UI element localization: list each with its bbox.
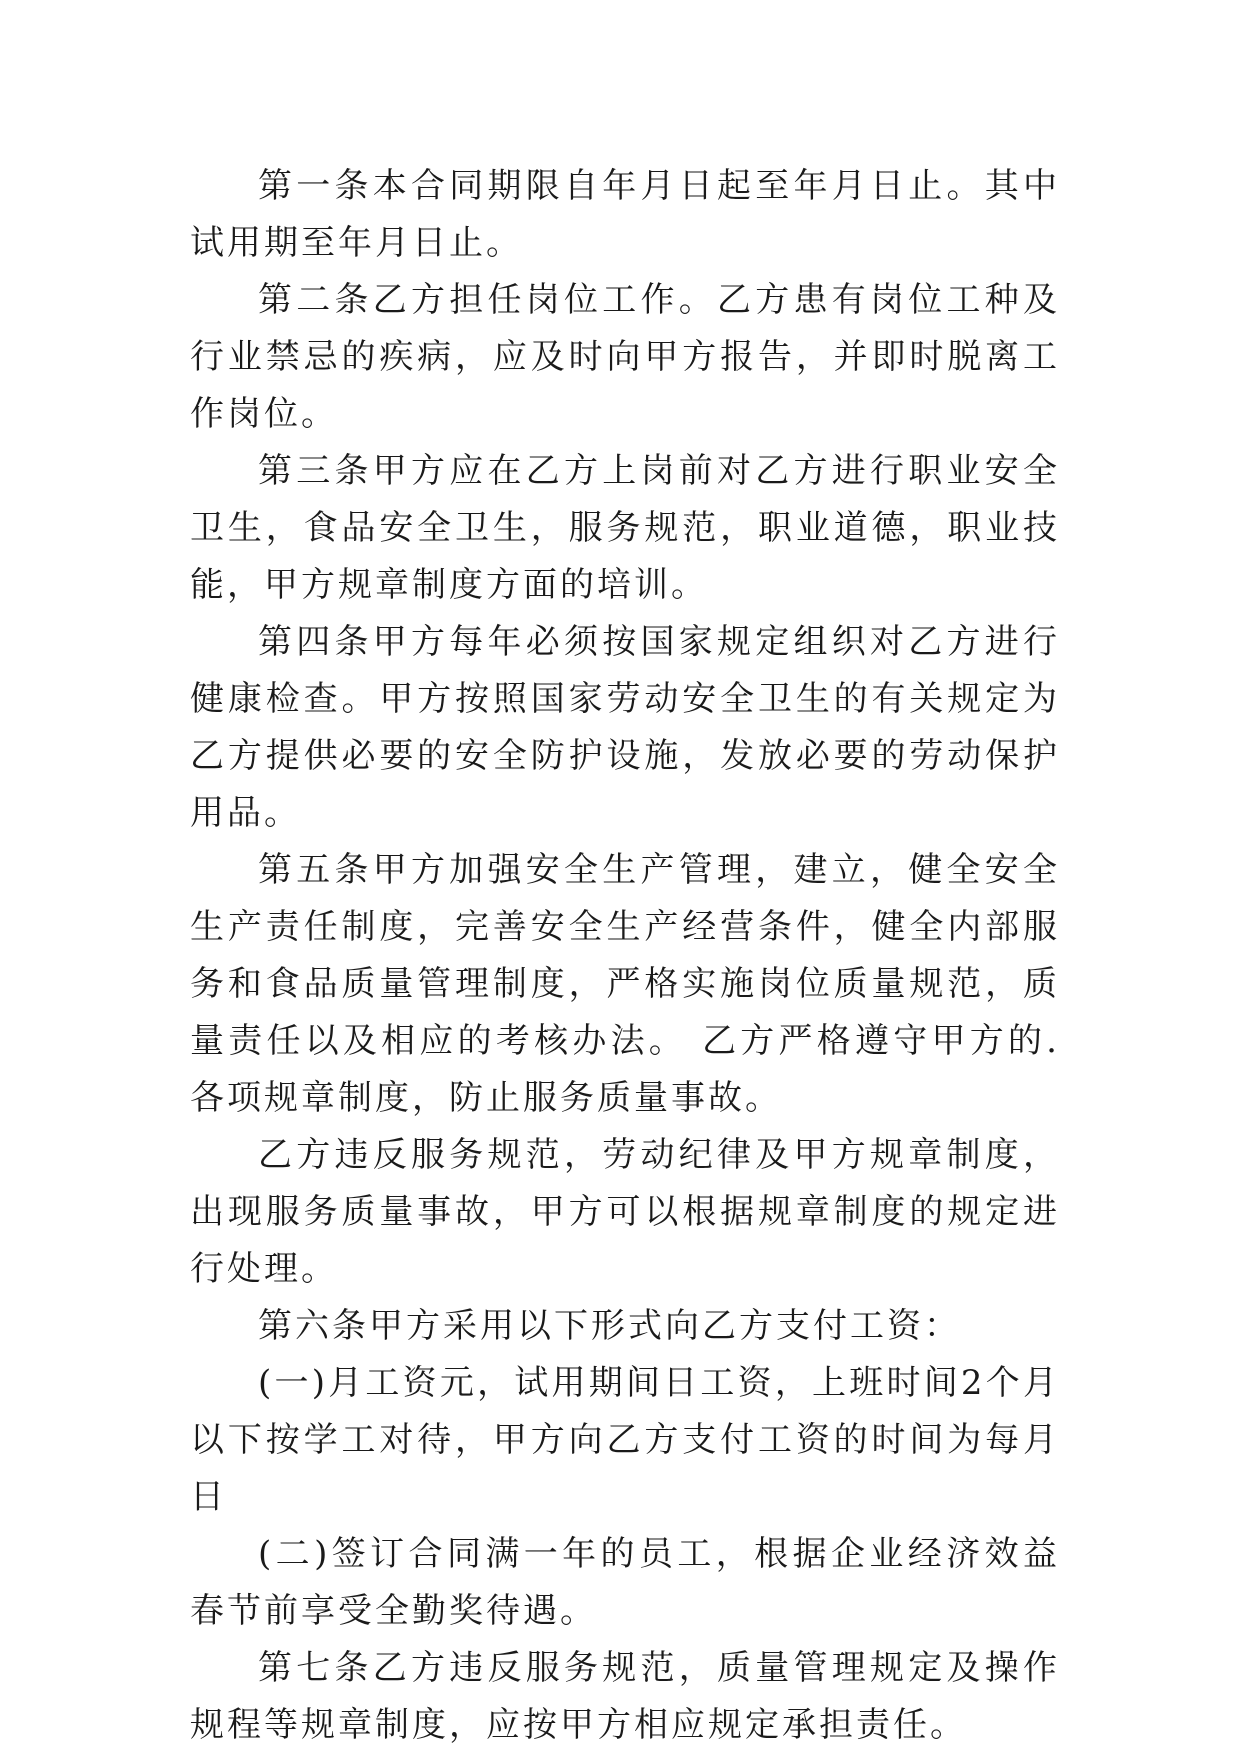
- paragraph-article-7: 第七条乙方违反服务规范，质量管理规定及操作规程等规章制度，应按甲方相应规定承担责任。: [190, 1648, 1060, 1745]
- paragraph-article-3: 第三条甲方应在乙方上岗前对乙方进行职业安全卫生，食品安全卫生，服务规范，职业道德，职业技能，甲方规章制度方面的培训。: [190, 451, 1060, 605]
- document-body: [190, 158, 1060, 1754]
- paragraph-article-6: 第六条甲方采用以下形式向乙方支付工资：: [258, 1306, 961, 1346]
- paragraph-article-2: 第二条乙方担任岗位工作。乙方患有岗位工种及行业禁忌的疾病，应及时向甲方报告，并即时脱离工作岗位。: [190, 280, 1060, 434]
- paragraph-article-6-item-1: (一)月工资元，试用期间日工资，上班时间2个月以下按学工对待，甲方向乙方支付工资的时间为每月日: [190, 1363, 1060, 1517]
- paragraph-article-1: 第一条本合同期限自年月日起至年月日止。其中试用期至年月日止。: [190, 166, 1060, 263]
- paragraph-article-5: 第五条甲方加强安全生产管理，建立，健全安全生产责任制度，完善安全生产经营条件，健全内部服务和食品质量管理制度，严格实施岗位质量规范，质量责任以及相应的考核办法。 乙方严格遵守甲方的.各项规章制度，防止服务质量事故。: [190, 850, 1060, 1118]
- paragraph-article-6-item-2: (二)签订合同满一年的员工，根据企业经济效益春节前享受全勤奖待遇。: [190, 1534, 1060, 1631]
- paragraph-article-4: 第四条甲方每年必须按国家规定组织对乙方进行健康检查。甲方按照国家劳动安全卫生的有关规定为乙方提供必要的安全防护设施，发放必要的劳动保护用品。: [190, 622, 1060, 833]
- paragraph-article-5-continued: 乙方违反服务规范，劳动纪律及甲方规章制度，出现服务质量事故，甲方可以根据规章制度的规定进行处理。: [190, 1135, 1060, 1289]
